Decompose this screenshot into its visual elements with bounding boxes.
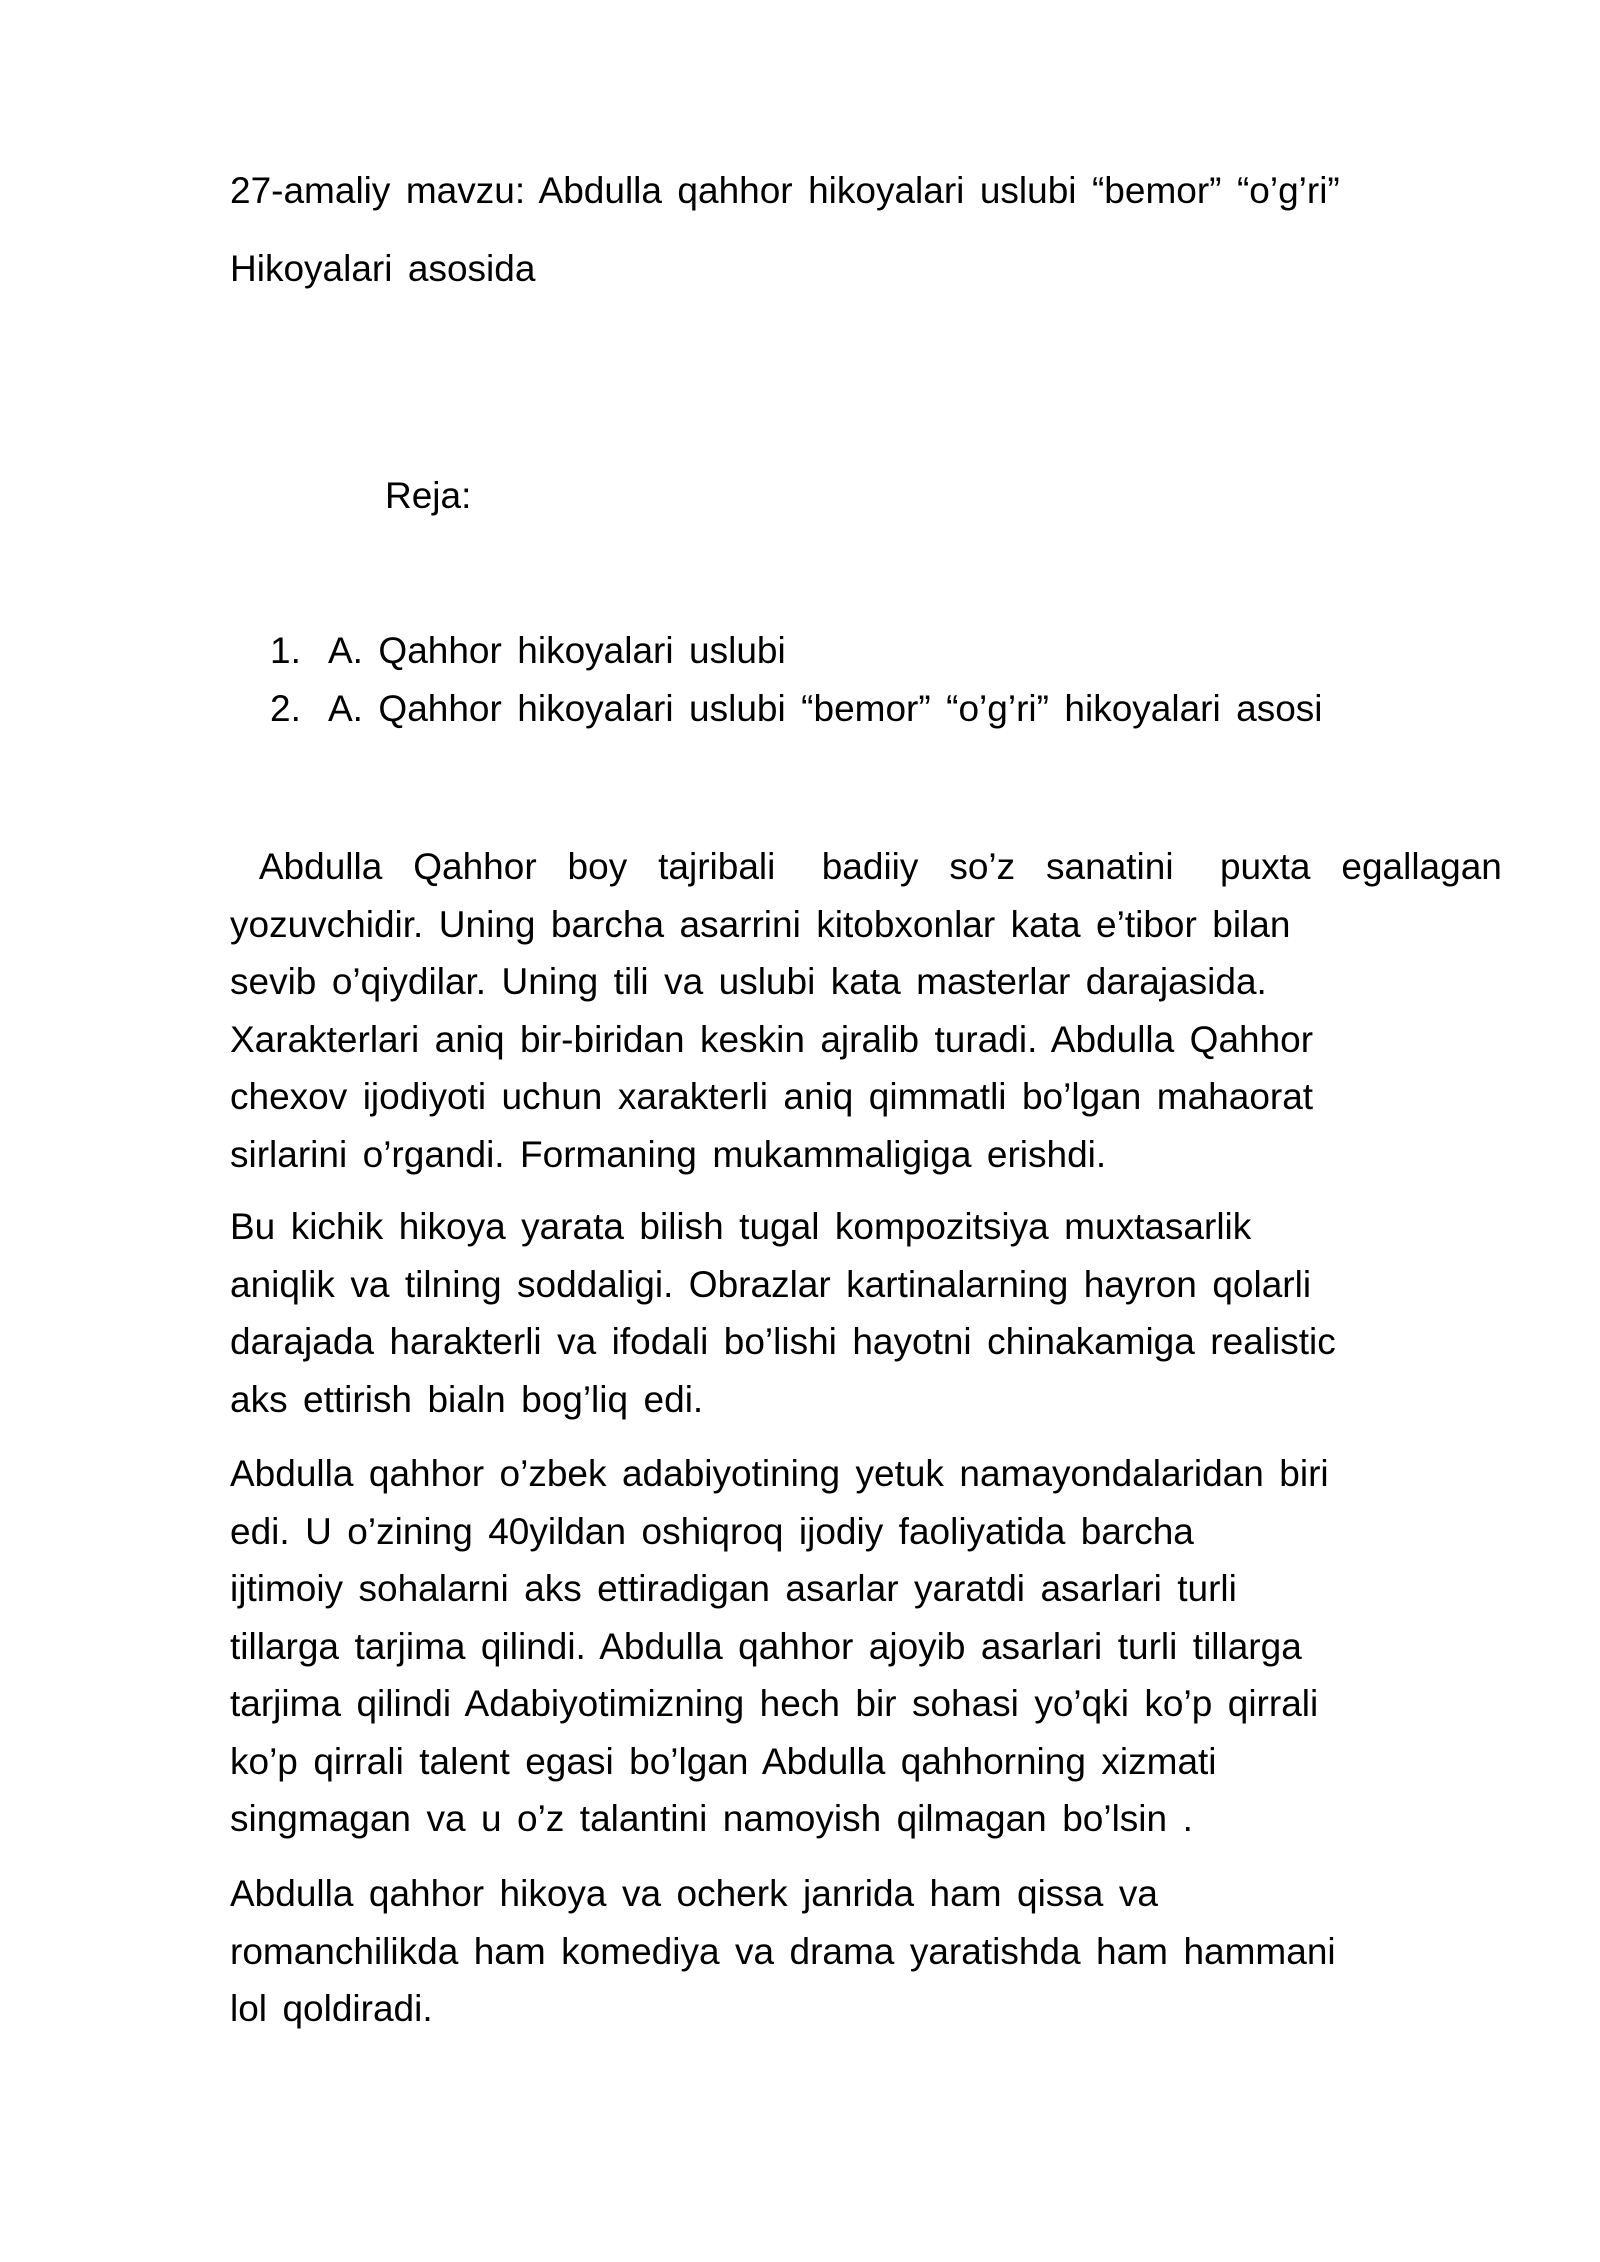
paragraph-line: singmagan va u o’z talantini namoyish qilmagan bo’lsin . [230, 1798, 1193, 1839]
paragraph-line: Abdulla qahhor o’zbek adabiyotining yetuk namayondalaridan biri [230, 1453, 1329, 1494]
title-line: Hikoyalari asosida [230, 248, 536, 289]
plan-heading: Reja: [385, 475, 472, 516]
paragraph-line: Abdulla Qahhor boy tajribali badiiy so’z sanatini puxta egallagan [230, 846, 1502, 887]
plan-item [270, 622, 1323, 680]
paragraph-line: edi. U o’zining 40yildan oshiqroq ijodiy faoliyatida barcha [230, 1510, 1194, 1552]
paragraph-4 [230, 1865, 1480, 2038]
paragraph-line: lol qoldiradi. [230, 1988, 433, 2029]
plan-item-text: A. Qahhor hikoyalari uslubi “bemor” “o’g’ri” hikoyalari asosi [328, 688, 1323, 729]
paragraph-line: aniqlik va tilning soddaligi. Obrazlar kartinalarning hayron qolarli [230, 1263, 1312, 1305]
paragraph-line: Xarakterlari aniq bir-biridan keskin ajralib turadi. Abdulla Qahhor [230, 1018, 1314, 1060]
paragraph-line: yozuvchidir. Uning barcha asarrini kitobxonlar kata e’tibor bilan [230, 903, 1291, 945]
paragraph-line: ijtimoiy sohalarni aks ettiradigan asarlar yaratdi asarlari turli [230, 1568, 1237, 1609]
paragraph-line: Abdulla qahhor hikoya va ocherk janrida ham qissa va [230, 1873, 1158, 1914]
paragraph-line: aks ettirish bialn bog’liq edi. [230, 1378, 704, 1420]
paragraph-line: romanchilikda ham komediya va drama yaratishda ham hammani [230, 1930, 1336, 1972]
plan-item [270, 680, 1323, 738]
paragraph-3 [230, 1445, 1480, 1848]
paragraph-line: sevib o’qiydilar. Uning tili va uslubi kata masterlar darajasida. [230, 961, 1267, 1002]
plan-item-number: 1. [270, 630, 301, 671]
paragraph-line: ko’p qirrali talent egasi bo’lgan Abdulla qahhorning xizmati [230, 1740, 1217, 1782]
paragraph-line: tillarga tarjima qilindi. Abdulla qahhor ajoyib asarlari turli tillarga [230, 1625, 1302, 1667]
title-line: 27-amaliy mavzu: Abdulla qahhor hikoyalari uslubi “bemor” “o’g’ri” [230, 170, 1340, 211]
paragraph-line: Bu kichik hikoya yarata bilish tugal kompozitsiya muxtasarlik [230, 1206, 1252, 1247]
document-title [230, 152, 1480, 308]
paragraph-2 [230, 1198, 1480, 1428]
paragraph-line: sirlarini o’rgandi. Formaning mukammaligiga erishdi. [230, 1133, 1107, 1175]
plan-item-number: 2. [270, 688, 301, 729]
paragraph-line: chexov ijodiyoti uchun xarakterli aniq qimmatli bo’lgan mahaorat [230, 1076, 1314, 1117]
paragraph-line: tarjima qilindi Adabiyotimizning hech bir sohasi yo’qki ko’p qirrali [230, 1683, 1319, 1724]
paragraph-line: darajada harakterli va ifodali bo’lishi hayotni chinakamiga realistic [230, 1321, 1336, 1362]
plan-item-text: A. Qahhor hikoyalari uslubi [328, 630, 786, 671]
plan-list [270, 622, 1323, 738]
paragraph-1 [230, 838, 1502, 1183]
